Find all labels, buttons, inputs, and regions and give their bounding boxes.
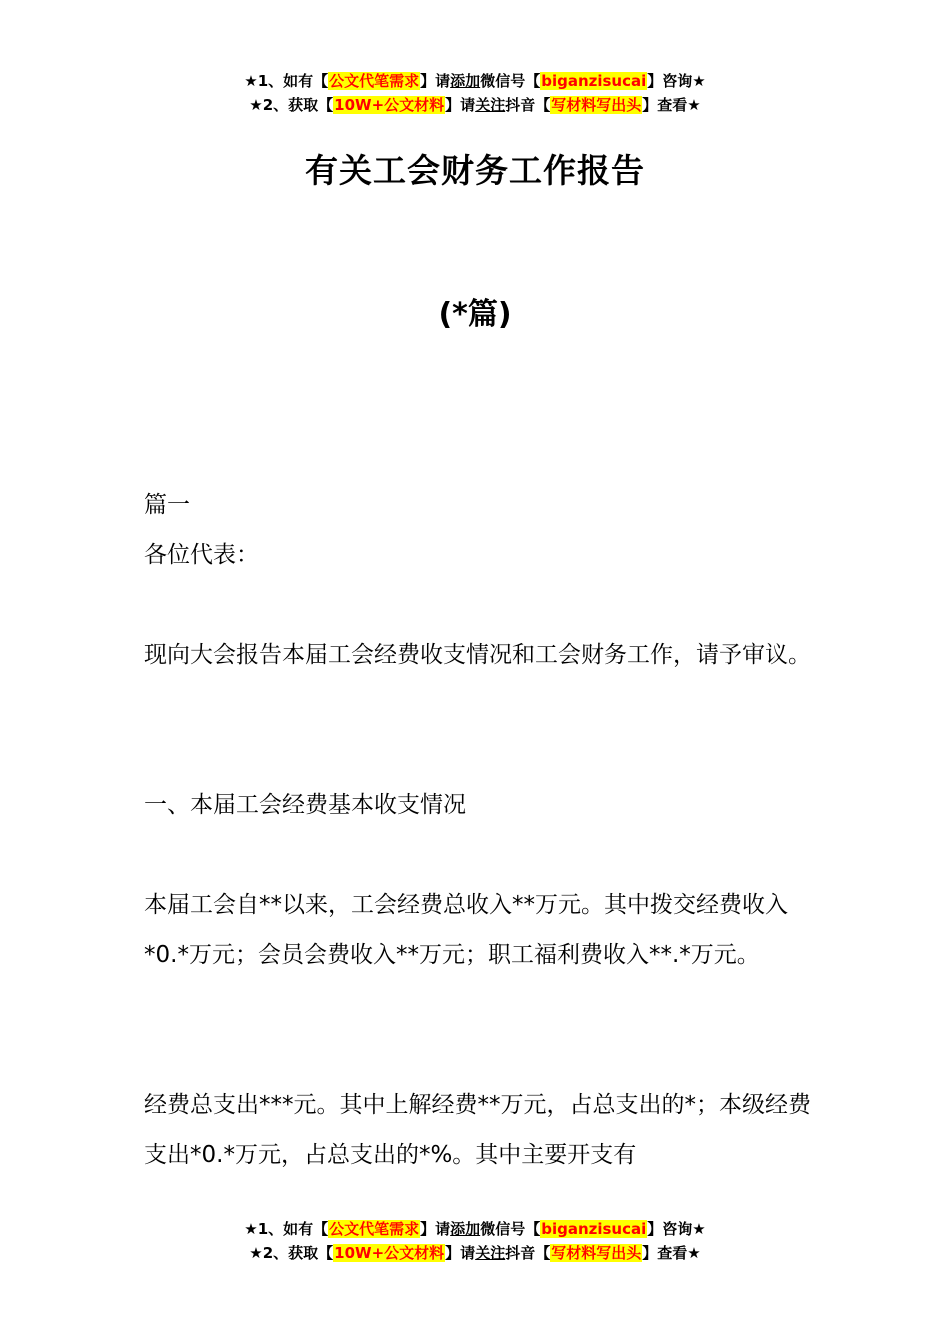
header-banner [0,69,950,117]
section-label: 篇一 [144,492,190,518]
banner-text: 微信号【 [480,1220,541,1238]
section-heading: 一、本届工会经费基本收支情况 [144,792,466,818]
highlight-wechat-id: biganzisucai [541,72,647,90]
banner-text: 2、获取【 [262,96,334,114]
banner-text: 1、如有【 [257,1220,329,1238]
star-icon: ★ [692,72,706,90]
greeting: 各位代表： [144,542,259,568]
banner-text: 】请 [420,72,451,90]
star-icon: ★ [249,1244,263,1262]
highlight-service: 公文代笔需求 [329,1220,420,1238]
highlight-service: 公文代笔需求 [329,72,420,90]
income-paragraph: 本届工会自**以来，工会经费总收入**万元。其中拨交经费收入*0.*万元；会员会费收入**万元；职工福利费收入**.*万元。 [144,892,788,968]
footer-banner [0,1217,950,1265]
star-icon: ★ [244,72,258,90]
banner-text: 微信号【 [480,72,541,90]
star-icon: ★ [687,1244,701,1262]
highlight-wechat-id: biganzisucai [541,1220,647,1238]
banner-text: 】咨询 [647,1220,693,1238]
banner-text: 1、如有【 [257,72,329,90]
underlined-text: 关注 [475,96,506,114]
banner-line-1 [0,1217,950,1241]
underlined-text: 添加 [450,72,481,90]
banner-text: 】查看 [642,1244,688,1262]
underlined-text: 添加 [450,1220,481,1238]
intro-paragraph: 现向大会报告本届工会经费收支情况和工会财务工作，请予审议。 [144,642,811,668]
document-subtitle: (*篇) [438,297,512,332]
star-icon: ★ [249,96,263,114]
banner-text: 】请 [445,1244,476,1262]
banner-text: 】查看 [642,96,688,114]
document-title: 有关工会财务工作报告 [305,151,645,190]
banner-line-2 [0,1241,950,1265]
star-icon: ★ [244,1220,258,1238]
banner-text: 抖音【 [505,1244,551,1262]
highlight-materials: 10W+公文材料 [334,1244,445,1262]
expense-paragraph: 经费总支出***元。其中上解经费**万元，占总支出的*；本级经费支出*0.*万元，占总支出的*%。其中主要开支有 [144,1092,811,1168]
highlight-materials: 10W+公文材料 [334,96,445,114]
banner-text: 2、获取【 [262,1244,334,1262]
highlight-douyin-account: 写材料写出头 [551,96,642,114]
underlined-text: 关注 [475,1244,506,1262]
banner-text: 】请 [445,96,476,114]
banner-text: 】请 [420,1220,451,1238]
star-icon: ★ [687,96,701,114]
banner-line-1 [0,69,950,93]
star-icon: ★ [692,1220,706,1238]
banner-line-2 [0,93,950,117]
banner-text: 抖音【 [505,96,551,114]
highlight-douyin-account: 写材料写出头 [551,1244,642,1262]
banner-text: 】咨询 [647,72,693,90]
